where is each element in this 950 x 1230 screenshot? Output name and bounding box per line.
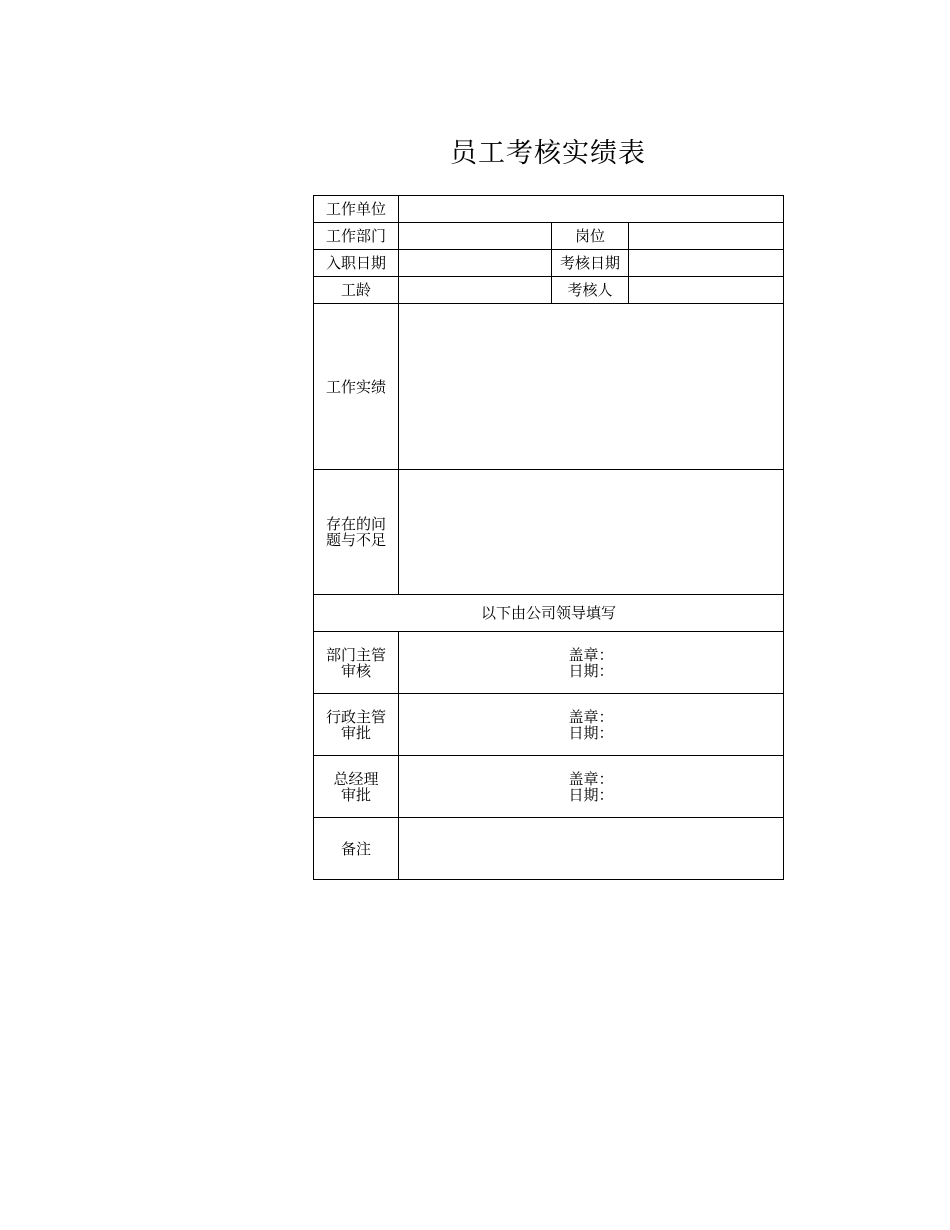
seal-label: 盖章： bbox=[568, 769, 614, 788]
issues-label bbox=[314, 470, 399, 595]
row-hire-date bbox=[314, 250, 784, 277]
approval-dept-field[interactable] bbox=[399, 632, 784, 694]
leader-section-header: 以下由公司领导填写 bbox=[314, 595, 784, 632]
reviewer-label: 考核人 bbox=[552, 277, 629, 304]
approval-admin-field[interactable] bbox=[399, 694, 784, 756]
row-seniority bbox=[314, 277, 784, 304]
row-approval-dept bbox=[314, 632, 784, 694]
row-leader-header bbox=[314, 595, 784, 632]
performance-label: 工作实绩 bbox=[314, 304, 399, 470]
approval-admin-label bbox=[314, 694, 399, 756]
hire-date-label: 入职日期 bbox=[314, 250, 399, 277]
department-field[interactable] bbox=[399, 223, 552, 250]
work-unit-label: 工作单位 bbox=[314, 196, 399, 223]
row-department bbox=[314, 223, 784, 250]
date-label: 日期： bbox=[568, 785, 614, 804]
approval-gm-field[interactable] bbox=[399, 756, 784, 818]
approval-admin-label-line2: 审批 bbox=[340, 723, 371, 742]
approval-gm-label-line2: 审批 bbox=[340, 785, 371, 804]
reviewer-field[interactable] bbox=[629, 277, 784, 304]
seniority-label: 工龄 bbox=[314, 277, 399, 304]
row-performance bbox=[314, 304, 784, 470]
position-field[interactable] bbox=[629, 223, 784, 250]
approval-gm-label-line1: 总经理 bbox=[333, 769, 379, 788]
performance-field[interactable] bbox=[399, 304, 784, 470]
date-label: 日期： bbox=[568, 723, 614, 742]
issues-field[interactable] bbox=[399, 470, 784, 595]
form-title: 员工考核实绩表 bbox=[450, 138, 646, 169]
review-date-label: 考核日期 bbox=[552, 250, 629, 277]
remarks-field[interactable] bbox=[399, 818, 784, 880]
evaluation-form bbox=[313, 195, 783, 880]
row-approval-admin bbox=[314, 694, 784, 756]
approval-gm-label bbox=[314, 756, 399, 818]
hire-date-field[interactable] bbox=[399, 250, 552, 277]
row-work-unit bbox=[314, 196, 784, 223]
row-remarks bbox=[314, 818, 784, 880]
approval-dept-label-line2: 审核 bbox=[340, 661, 371, 680]
seal-label: 盖章： bbox=[568, 707, 614, 726]
review-date-field[interactable] bbox=[629, 250, 784, 277]
seal-label: 盖章： bbox=[568, 645, 614, 664]
approval-dept-label bbox=[314, 632, 399, 694]
position-label: 岗位 bbox=[552, 223, 629, 250]
approval-dept-label-line1: 部门主管 bbox=[325, 645, 386, 664]
row-issues bbox=[314, 470, 784, 595]
row-approval-gm bbox=[314, 756, 784, 818]
date-label: 日期： bbox=[568, 661, 614, 680]
seniority-field[interactable] bbox=[399, 277, 552, 304]
issues-label-line2: 题与不足 bbox=[325, 531, 386, 549]
work-unit-field[interactable] bbox=[399, 196, 784, 223]
approval-admin-label-line1: 行政主管 bbox=[325, 707, 386, 726]
evaluation-table bbox=[313, 195, 784, 880]
department-label: 工作部门 bbox=[314, 223, 399, 250]
remarks-label: 备注 bbox=[314, 818, 399, 880]
issues-label-line1: 存在的问 bbox=[325, 515, 386, 533]
